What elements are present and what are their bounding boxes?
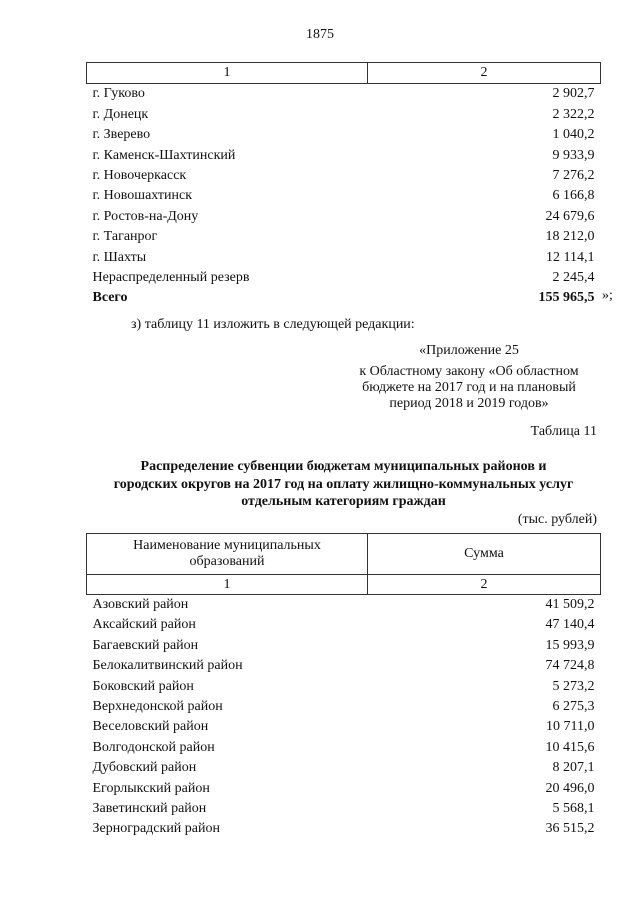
row-name: Зерноградский район bbox=[92, 821, 220, 837]
row-value: 2 902,7 bbox=[552, 86, 595, 102]
row-name: Дубовский район bbox=[92, 760, 197, 776]
table-row bbox=[87, 779, 601, 799]
table-title bbox=[86, 458, 601, 511]
table-row bbox=[87, 799, 601, 819]
appendix-line-3: бюджете на 2017 год и на плановый bbox=[362, 380, 576, 395]
row-name: г. Зверево bbox=[92, 127, 151, 143]
header-sum: Сумма bbox=[368, 534, 601, 575]
amendment-instruction: з) таблицу 11 изложить в следующей редакции: bbox=[131, 317, 415, 332]
table-row bbox=[87, 697, 601, 717]
appendix-line-2: к Областному закону «Об областном bbox=[359, 364, 579, 379]
table-row bbox=[87, 615, 601, 635]
table-row bbox=[87, 105, 601, 125]
table-row bbox=[87, 656, 601, 676]
row-value: 6 275,3 bbox=[552, 699, 595, 715]
row-value: 47 140,4 bbox=[545, 617, 595, 633]
row-value: 41 509,2 bbox=[545, 597, 595, 612]
subsidy-table-continuation bbox=[86, 62, 601, 309]
row-name: Волгодонской район bbox=[92, 739, 215, 755]
row-name: г. Новочеркасск bbox=[92, 168, 187, 184]
table-row bbox=[87, 227, 601, 247]
row-value: 24 679,6 bbox=[545, 208, 595, 224]
row-name: г. Шахты bbox=[92, 249, 147, 265]
page-number: 1875 bbox=[306, 27, 334, 42]
appendix-line-4: период 2018 и 2019 годов» bbox=[389, 396, 549, 411]
table-row bbox=[87, 636, 601, 656]
row-value: 74 724,8 bbox=[545, 658, 595, 674]
row-name: г. Каменск-Шахтинский bbox=[92, 147, 236, 163]
table-label: Таблица 11 bbox=[530, 424, 597, 439]
total-label: Всего bbox=[92, 290, 128, 306]
row-name: Аксайский район bbox=[92, 617, 196, 633]
header-name-line: Наименование муниципальных bbox=[133, 538, 321, 553]
table-row bbox=[87, 146, 601, 166]
row-value: 12 114,1 bbox=[546, 249, 595, 265]
units-label: (тыс. рублей) bbox=[517, 512, 597, 527]
row-value: 8 207,1 bbox=[552, 760, 595, 776]
row-value: 5 568,1 bbox=[552, 801, 595, 817]
row-name: Белокалитвинский район bbox=[92, 658, 243, 674]
row-value: 9 933,9 bbox=[552, 147, 595, 163]
row-value: 2 322,2 bbox=[552, 106, 595, 122]
row-value: 15 993,9 bbox=[545, 637, 595, 653]
row-name: Азовский район bbox=[92, 597, 189, 612]
table-title-line: отдельным категориям граждан bbox=[241, 494, 446, 509]
row-name: Верхнедонской район bbox=[92, 699, 223, 715]
header-name-line: образований bbox=[189, 554, 265, 569]
row-value: 6 166,8 bbox=[552, 188, 595, 204]
table-row bbox=[87, 738, 601, 758]
row-value: 10 415,6 bbox=[545, 739, 595, 755]
column-number-2: 2 bbox=[368, 575, 601, 595]
table-row bbox=[87, 758, 601, 778]
row-value: 20 496,0 bbox=[545, 780, 595, 796]
row-value: 2 245,4 bbox=[552, 270, 595, 286]
row-name: Багаевский район bbox=[92, 637, 199, 653]
column-number-2: 2 bbox=[368, 63, 601, 84]
row-name: Нераспределенный резерв bbox=[92, 270, 250, 286]
closing-quote: »; bbox=[602, 288, 613, 303]
header-name bbox=[87, 534, 368, 575]
column-number-row bbox=[87, 575, 601, 595]
table-row bbox=[87, 84, 601, 105]
table-title-line: городских округов на 2017 год на оплату жилищно-коммунальных услуг bbox=[113, 476, 574, 492]
table-row bbox=[87, 125, 601, 145]
row-name: г. Новошахтинск bbox=[92, 188, 193, 204]
row-value: 36 515,2 bbox=[545, 821, 595, 837]
table-row bbox=[87, 186, 601, 206]
row-name: г. Ростов-на-Дону bbox=[92, 208, 199, 224]
table-row bbox=[87, 248, 601, 268]
table-row bbox=[87, 595, 601, 616]
row-value: 1 040,2 bbox=[552, 127, 595, 143]
column-number-1: 1 bbox=[87, 63, 368, 84]
row-name: Егорлыкский район bbox=[92, 780, 210, 796]
table-header-row bbox=[87, 534, 601, 575]
row-value: 7 276,2 bbox=[552, 168, 595, 184]
row-name: Заветинский район bbox=[92, 801, 207, 817]
subsidy-distribution-table bbox=[86, 533, 601, 840]
table-row bbox=[87, 207, 601, 227]
row-name: г. Донецк bbox=[92, 106, 149, 122]
table-row bbox=[87, 819, 601, 839]
column-number-1: 1 bbox=[87, 575, 368, 595]
row-value: 18 212,0 bbox=[545, 229, 595, 245]
table-title-line: Распределение субвенции бюджетам муниципальных районов и bbox=[140, 459, 547, 474]
total-row bbox=[87, 288, 601, 308]
total-value: 155 965,5 bbox=[538, 290, 595, 306]
row-value: 10 711,0 bbox=[546, 719, 595, 735]
column-number-row bbox=[87, 63, 601, 84]
appendix-line-1: «Приложение 25 bbox=[419, 343, 519, 358]
row-value: 5 273,2 bbox=[552, 678, 595, 694]
table-row bbox=[87, 677, 601, 697]
table-row bbox=[87, 166, 601, 186]
row-name: г. Таганрог bbox=[92, 229, 158, 245]
row-name: Веселовский район bbox=[92, 719, 209, 735]
row-name: Боковский район bbox=[92, 678, 194, 694]
table-row bbox=[87, 268, 601, 288]
row-name: г. Гуково bbox=[92, 86, 145, 102]
table-row bbox=[87, 717, 601, 737]
